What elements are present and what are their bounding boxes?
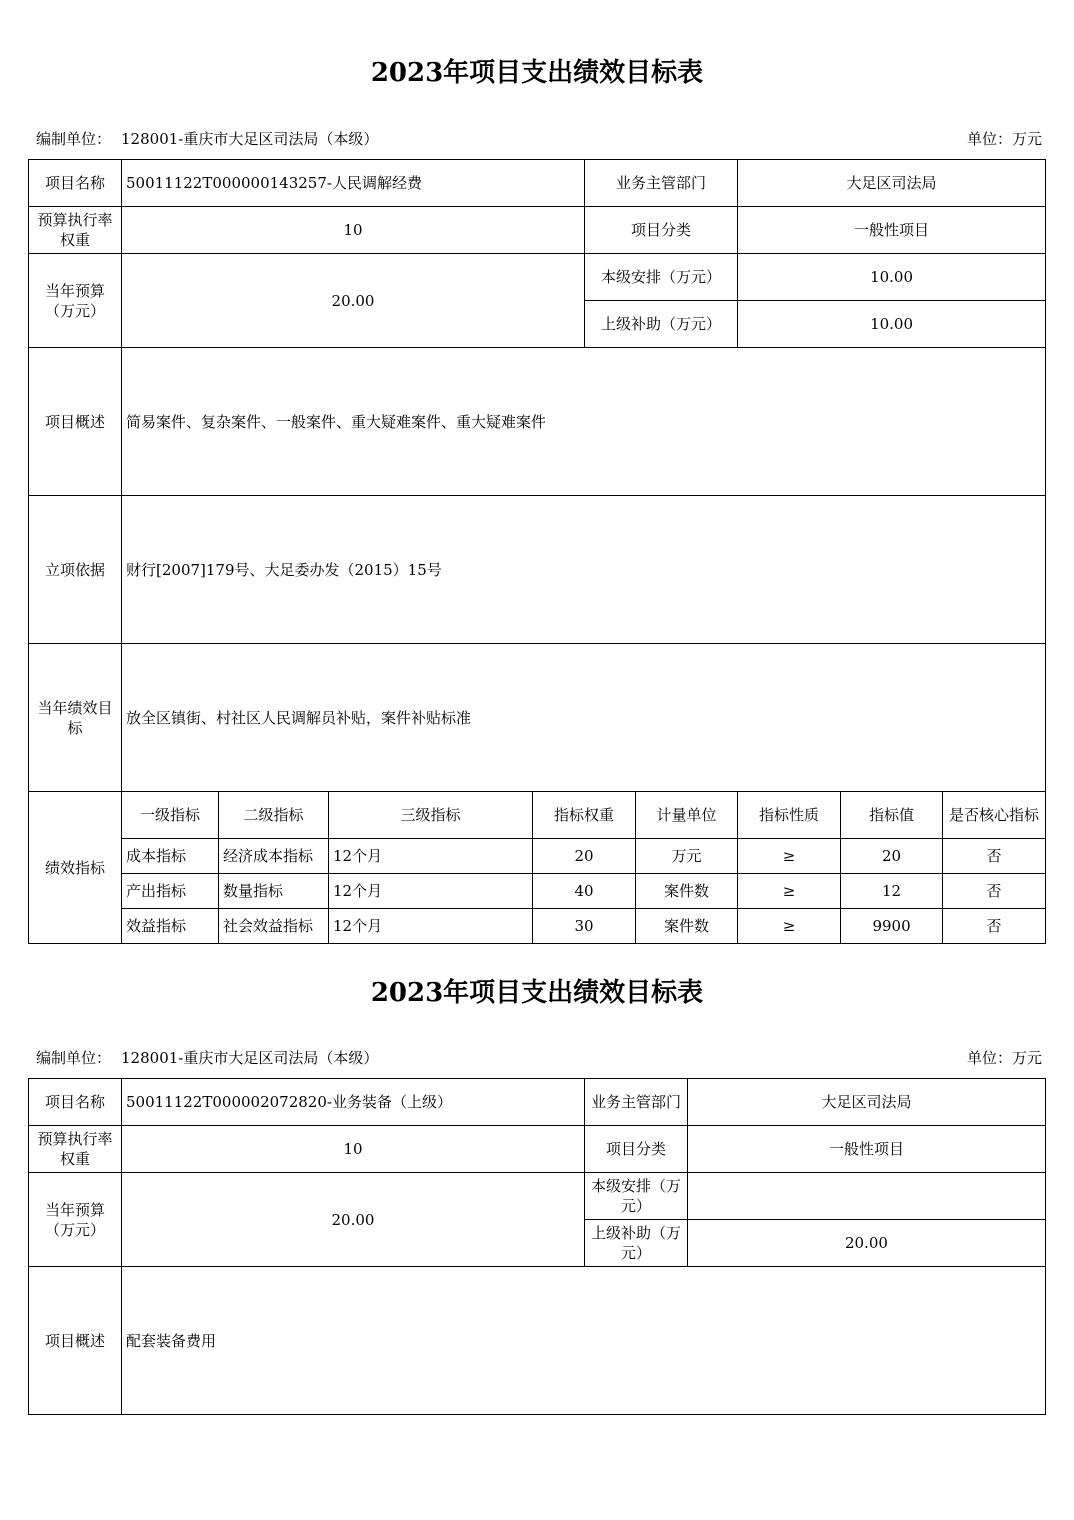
goal-label: 当年绩效目标	[29, 644, 122, 792]
basis-value: 财行[2007]179号、大足委办发（2015）15号	[122, 496, 1046, 644]
performance-form-table	[28, 1078, 1046, 1415]
budget-label: 当年预算（万元）	[29, 1173, 122, 1267]
indicator-weight: 40	[533, 874, 636, 909]
project-name-value: 50011122T000000143257-人民调解经费	[122, 160, 585, 207]
indicator-header-level1: 一级指标	[122, 792, 219, 839]
indicator-level2: 经济成本指标	[219, 839, 329, 874]
indicator-header-unit: 计量单位	[636, 792, 738, 839]
org-value: 128001-重庆市大足区司法局（本级）	[121, 130, 379, 148]
form-meta	[36, 1047, 1042, 1069]
indicator-weight: 20	[533, 839, 636, 874]
superior-label: 上级补助（万元）	[585, 301, 738, 348]
indicator-value: 12	[841, 874, 943, 909]
superior-value: 10.00	[738, 301, 1046, 348]
indicator-core: 否	[943, 839, 1046, 874]
unit-text: 单位：万元	[966, 130, 1042, 148]
exec-weight-value: 10	[122, 1126, 585, 1173]
indicator-nature: ≥	[738, 874, 841, 909]
indicator-level3: 12个月	[329, 874, 533, 909]
indicator-level2: 社会效益指标	[219, 909, 329, 944]
performance-form-table	[28, 159, 1046, 944]
department-value: 大足区司法局	[738, 160, 1046, 207]
indicator-nature: ≥	[738, 909, 841, 944]
exec-weight-label: 预算执行率权重	[29, 1126, 122, 1173]
indicator-row	[29, 909, 1046, 944]
unit-text: 单位：万元	[966, 1049, 1042, 1067]
org-label: 编制单位：	[36, 130, 112, 148]
indicator-value: 20	[841, 839, 943, 874]
indicator-level3: 12个月	[329, 839, 533, 874]
local-value: 10.00	[738, 254, 1046, 301]
exec-weight-label: 预算执行率权重	[29, 207, 122, 254]
form-meta	[36, 128, 1042, 150]
department-label: 业务主管部门	[585, 160, 738, 207]
indicator-level1: 成本指标	[122, 839, 219, 874]
overview-value: 配套装备费用	[122, 1267, 1046, 1415]
indicator-unit: 案件数	[636, 909, 738, 944]
indicator-unit: 案件数	[636, 874, 738, 909]
indicator-header-core: 是否核心指标	[943, 792, 1046, 839]
category-value: 一般性项目	[738, 207, 1046, 254]
budget-value: 20.00	[122, 1173, 585, 1267]
budget-value: 20.00	[122, 254, 585, 348]
basis-label: 立项依据	[29, 496, 122, 644]
budget-label: 当年预算（万元）	[29, 254, 122, 348]
indicator-level3: 12个月	[329, 909, 533, 944]
org-line	[36, 1047, 378, 1068]
indicator-header-level3: 三级指标	[329, 792, 533, 839]
indicator-level2: 数量指标	[219, 874, 329, 909]
indicator-level1: 效益指标	[122, 909, 219, 944]
org-value: 128001-重庆市大足区司法局（本级）	[121, 1049, 379, 1067]
superior-value: 20.00	[688, 1220, 1046, 1267]
overview-label: 项目概述	[29, 1267, 122, 1415]
local-value	[688, 1173, 1046, 1220]
local-label: 本级安排（万元）	[585, 1173, 688, 1220]
category-label: 项目分类	[585, 207, 738, 254]
category-value: 一般性项目	[688, 1126, 1046, 1173]
indicator-nature: ≥	[738, 839, 841, 874]
category-label: 项目分类	[585, 1126, 688, 1173]
org-label: 编制单位：	[36, 1049, 112, 1067]
indicator-header-weight: 指标权重	[533, 792, 636, 839]
indicator-weight: 30	[533, 909, 636, 944]
indicator-row	[29, 874, 1046, 909]
indicators-label: 绩效指标	[29, 792, 122, 944]
local-label: 本级安排（万元）	[585, 254, 738, 301]
indicator-row	[29, 839, 1046, 874]
indicator-header-value: 指标值	[841, 792, 943, 839]
org-line	[36, 128, 378, 149]
goal-value: 放全区镇街、村社区人民调解员补贴，案件补贴标准	[122, 644, 1046, 792]
indicator-core: 否	[943, 874, 1046, 909]
indicator-header-level2: 二级指标	[219, 792, 329, 839]
superior-label: 上级补助（万元）	[585, 1220, 688, 1267]
indicator-header-nature: 指标性质	[738, 792, 841, 839]
form-title: 2023年项目支出绩效目标表	[370, 58, 704, 88]
overview-value: 简易案件、复杂案件、一般案件、重大疑难案件、重大疑难案件	[122, 348, 1046, 496]
indicator-value: 9900	[841, 909, 943, 944]
project-name-value: 50011122T000002072820-业务装备（上级）	[122, 1079, 585, 1126]
indicator-core: 否	[943, 909, 1046, 944]
overview-label: 项目概述	[29, 348, 122, 496]
form-title: 2023年项目支出绩效目标表	[370, 978, 704, 1008]
project-name-label: 项目名称	[29, 1079, 122, 1126]
indicator-unit: 万元	[636, 839, 738, 874]
exec-weight-value: 10	[122, 207, 585, 254]
project-name-label: 项目名称	[29, 160, 122, 207]
department-value: 大足区司法局	[688, 1079, 1046, 1126]
indicator-level1: 产出指标	[122, 874, 219, 909]
department-label: 业务主管部门	[585, 1079, 688, 1126]
